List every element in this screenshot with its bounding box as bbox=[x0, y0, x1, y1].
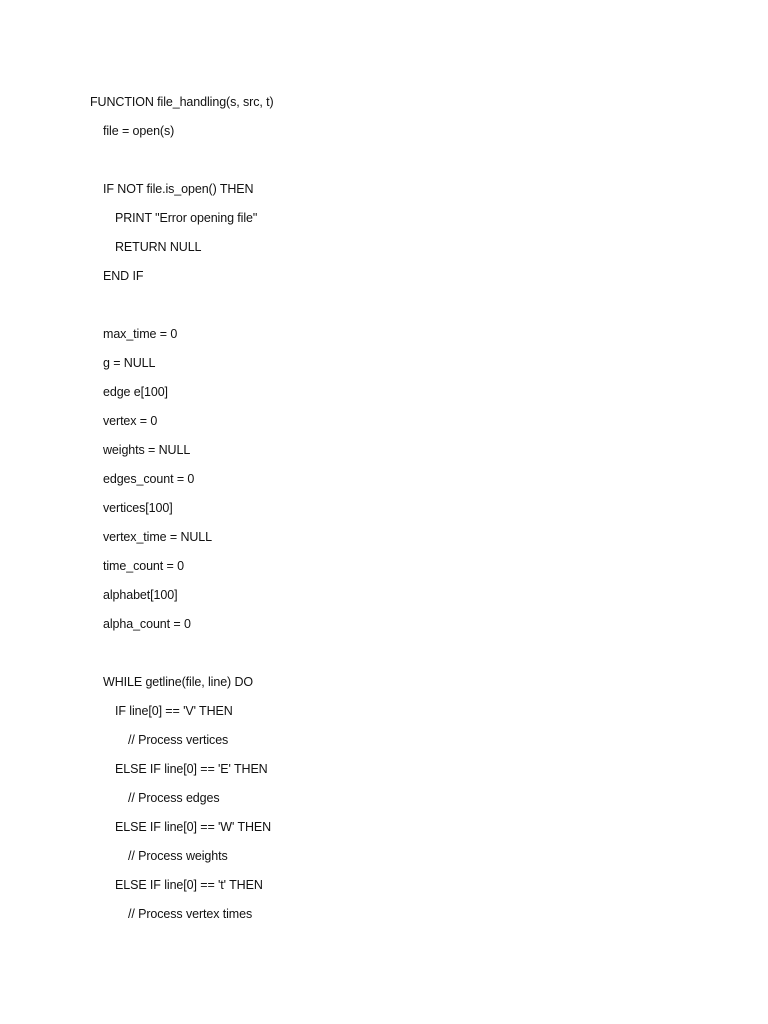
code-line: vertex = 0 bbox=[103, 414, 158, 428]
code-line: // Process vertices bbox=[128, 733, 229, 747]
code-line: vertices[100] bbox=[103, 501, 173, 515]
code-line: alpha_count = 0 bbox=[103, 617, 191, 631]
code-line: max_time = 0 bbox=[103, 327, 178, 341]
code-line: IF line[0] == 'V' THEN bbox=[115, 704, 233, 718]
code-line: ELSE IF line[0] == 'W' THEN bbox=[115, 820, 272, 834]
code-line: weights = NULL bbox=[103, 443, 191, 457]
code-line: alphabet[100] bbox=[103, 588, 178, 602]
code-line: END IF bbox=[103, 269, 144, 283]
blank-line bbox=[90, 149, 730, 178]
code-line: ELSE IF line[0] == 't' THEN bbox=[115, 878, 263, 892]
code-line: vertex_time = NULL bbox=[103, 530, 213, 544]
code-line: // Process edges bbox=[128, 791, 220, 805]
pseudocode-block bbox=[90, 91, 730, 932]
code-line: // Process weights bbox=[128, 849, 228, 863]
blank-line bbox=[90, 642, 730, 671]
code-line: edge e[100] bbox=[103, 385, 168, 399]
blank-line bbox=[90, 294, 730, 323]
code-line: edges_count = 0 bbox=[103, 472, 195, 486]
code-line: g = NULL bbox=[103, 356, 156, 370]
code-line: file = open(s) bbox=[103, 124, 175, 138]
code-line: IF NOT file.is_open() THEN bbox=[103, 182, 254, 196]
code-line: PRINT "Error opening file" bbox=[115, 211, 258, 225]
code-line: // Process vertex times bbox=[128, 907, 253, 921]
code-line: FUNCTION file_handling(s, src, t) bbox=[90, 95, 274, 109]
code-line: WHILE getline(file, line) DO bbox=[103, 675, 254, 689]
code-line: RETURN NULL bbox=[115, 240, 202, 254]
code-line: ELSE IF line[0] == 'E' THEN bbox=[115, 762, 268, 776]
code-line: time_count = 0 bbox=[103, 559, 184, 573]
